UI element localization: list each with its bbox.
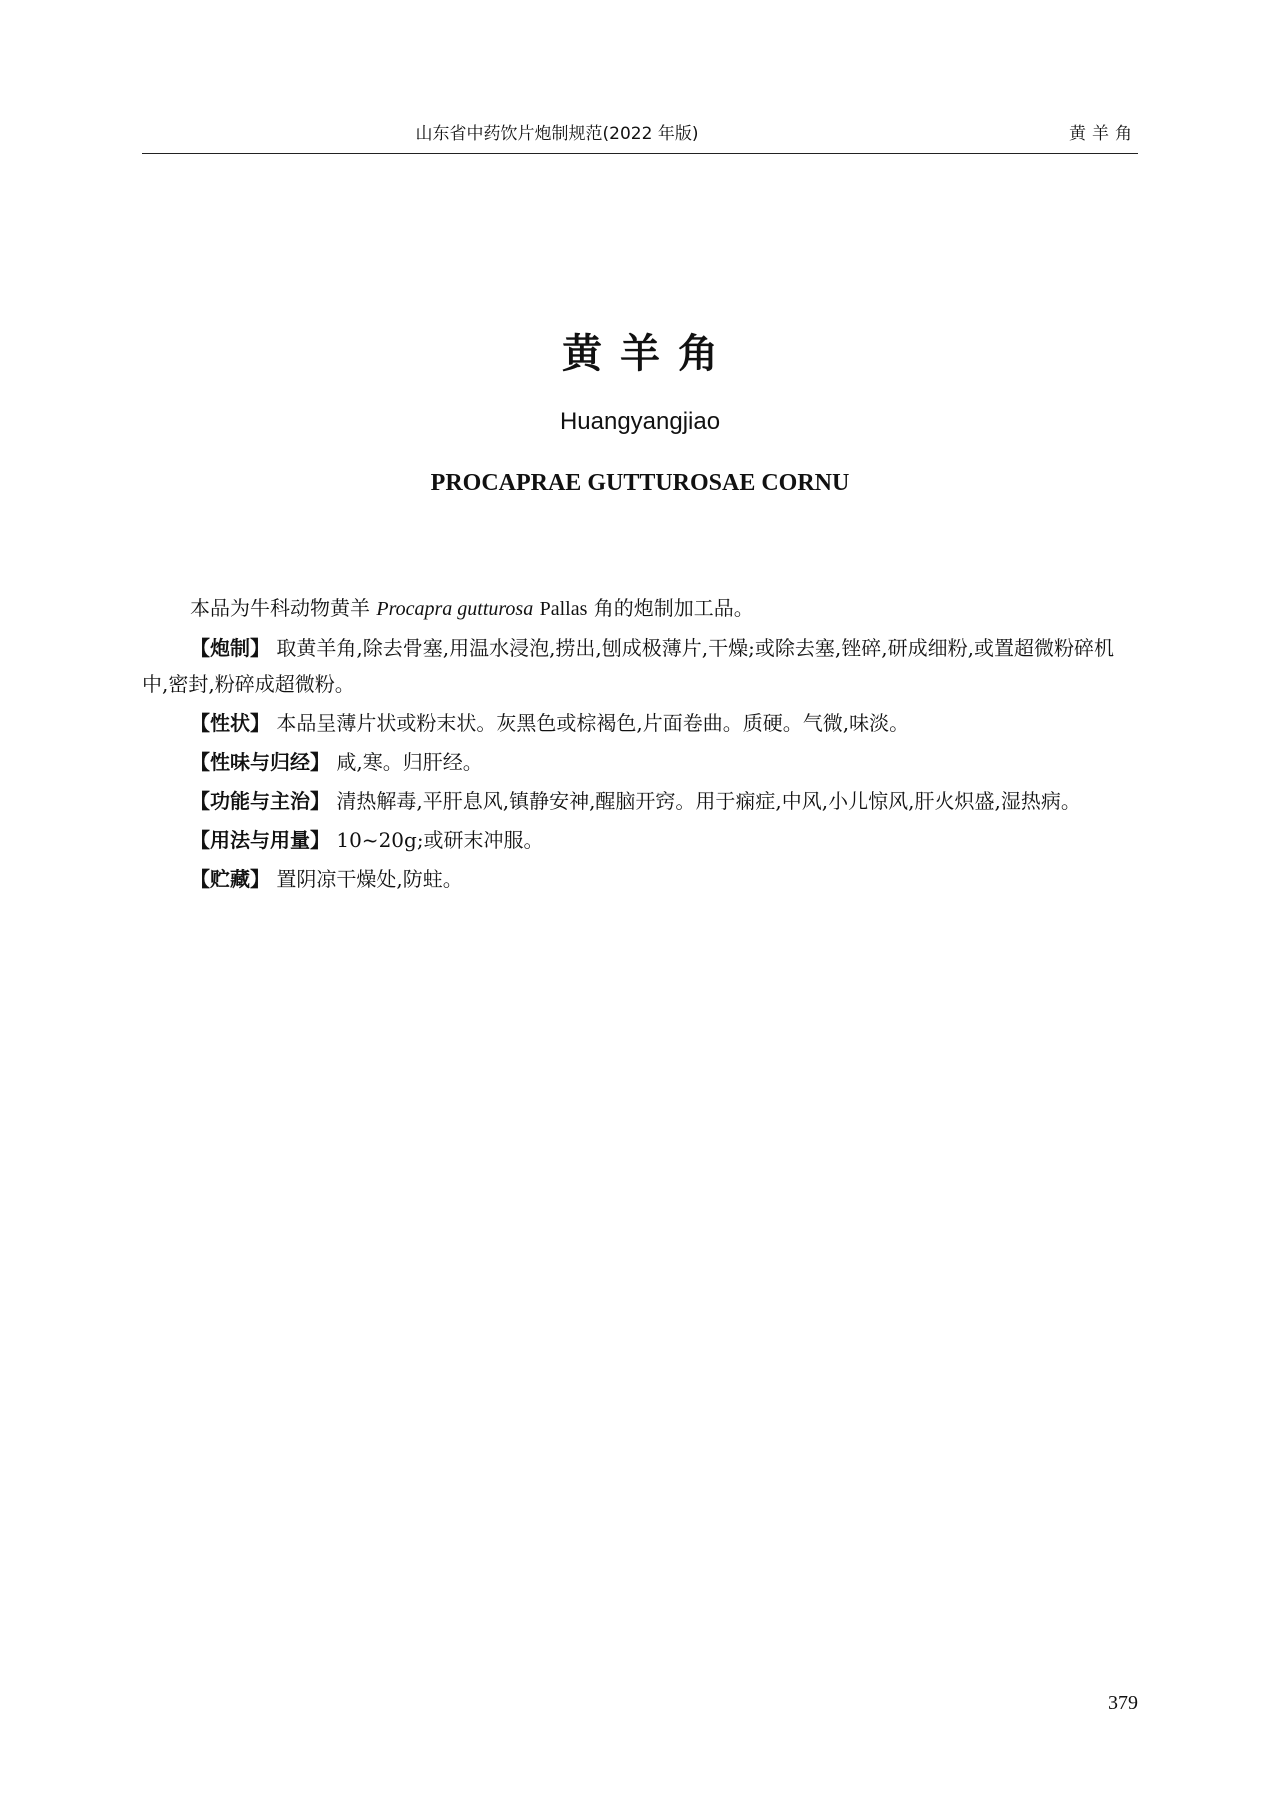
header-book-title: 山东省中药饮片炮制规范(2022 年版)	[415, 124, 699, 144]
intro-after: 角的炮制加工品。	[593, 596, 754, 620]
section-text: 置阴凉干燥处,防蛀。	[276, 867, 463, 891]
section-text: 取黄羊角,除去骨塞,用温水浸泡,捞出,刨成极薄片,干燥;或除去塞,锉碎,研成细粉,或置超微粉碎机中,密封,粉碎成超微粉。	[142, 636, 1114, 696]
entry-latin-name: PROCAPRAE GUTTUROSAE CORNU	[430, 470, 850, 496]
section-label: 【性状】	[190, 711, 270, 735]
section-property-meridian	[142, 744, 1138, 780]
section-text: 清热解毒,平肝息风,镇静安神,醒脑开窍。用于痫症,中风,小儿惊风,肝火炽盛,湿热病。	[336, 789, 1081, 813]
intro-before: 本品为牛科动物黄羊	[190, 596, 370, 620]
section-text: 本品呈薄片状或粉末状。灰黑色或棕褐色,片面卷曲。质硬。气微,味淡。	[276, 711, 910, 735]
section-label: 【功能与主治】	[190, 789, 330, 813]
entry-title: 黄羊角	[562, 331, 736, 377]
section-function-indication	[142, 783, 1138, 819]
section-label: 【贮藏】	[190, 867, 270, 891]
section-description	[142, 705, 1138, 741]
section-label: 【炮制】	[190, 636, 270, 660]
intro-paragraph	[142, 590, 1138, 627]
header-rule	[142, 153, 1138, 154]
page-number: 379	[1108, 1692, 1138, 1714]
header-entry-name: 黄羊角	[1069, 124, 1138, 144]
section-processing	[142, 630, 1138, 702]
section-text: 咸,寒。归肝经。	[336, 750, 483, 774]
section-storage	[142, 861, 1138, 897]
species-latin-name: Procapra gutturosa	[376, 598, 534, 620]
section-usage-dosage	[142, 822, 1138, 858]
section-label: 【性味与归经】	[190, 750, 330, 774]
entry-body	[142, 590, 1138, 900]
species-author: Pallas	[539, 598, 588, 620]
entry-pinyin: Huangyangjiao	[559, 408, 721, 435]
running-header	[142, 117, 1138, 157]
section-label: 【用法与用量】	[190, 828, 330, 852]
section-text: 10~20g;或研末冲服。	[336, 828, 544, 852]
